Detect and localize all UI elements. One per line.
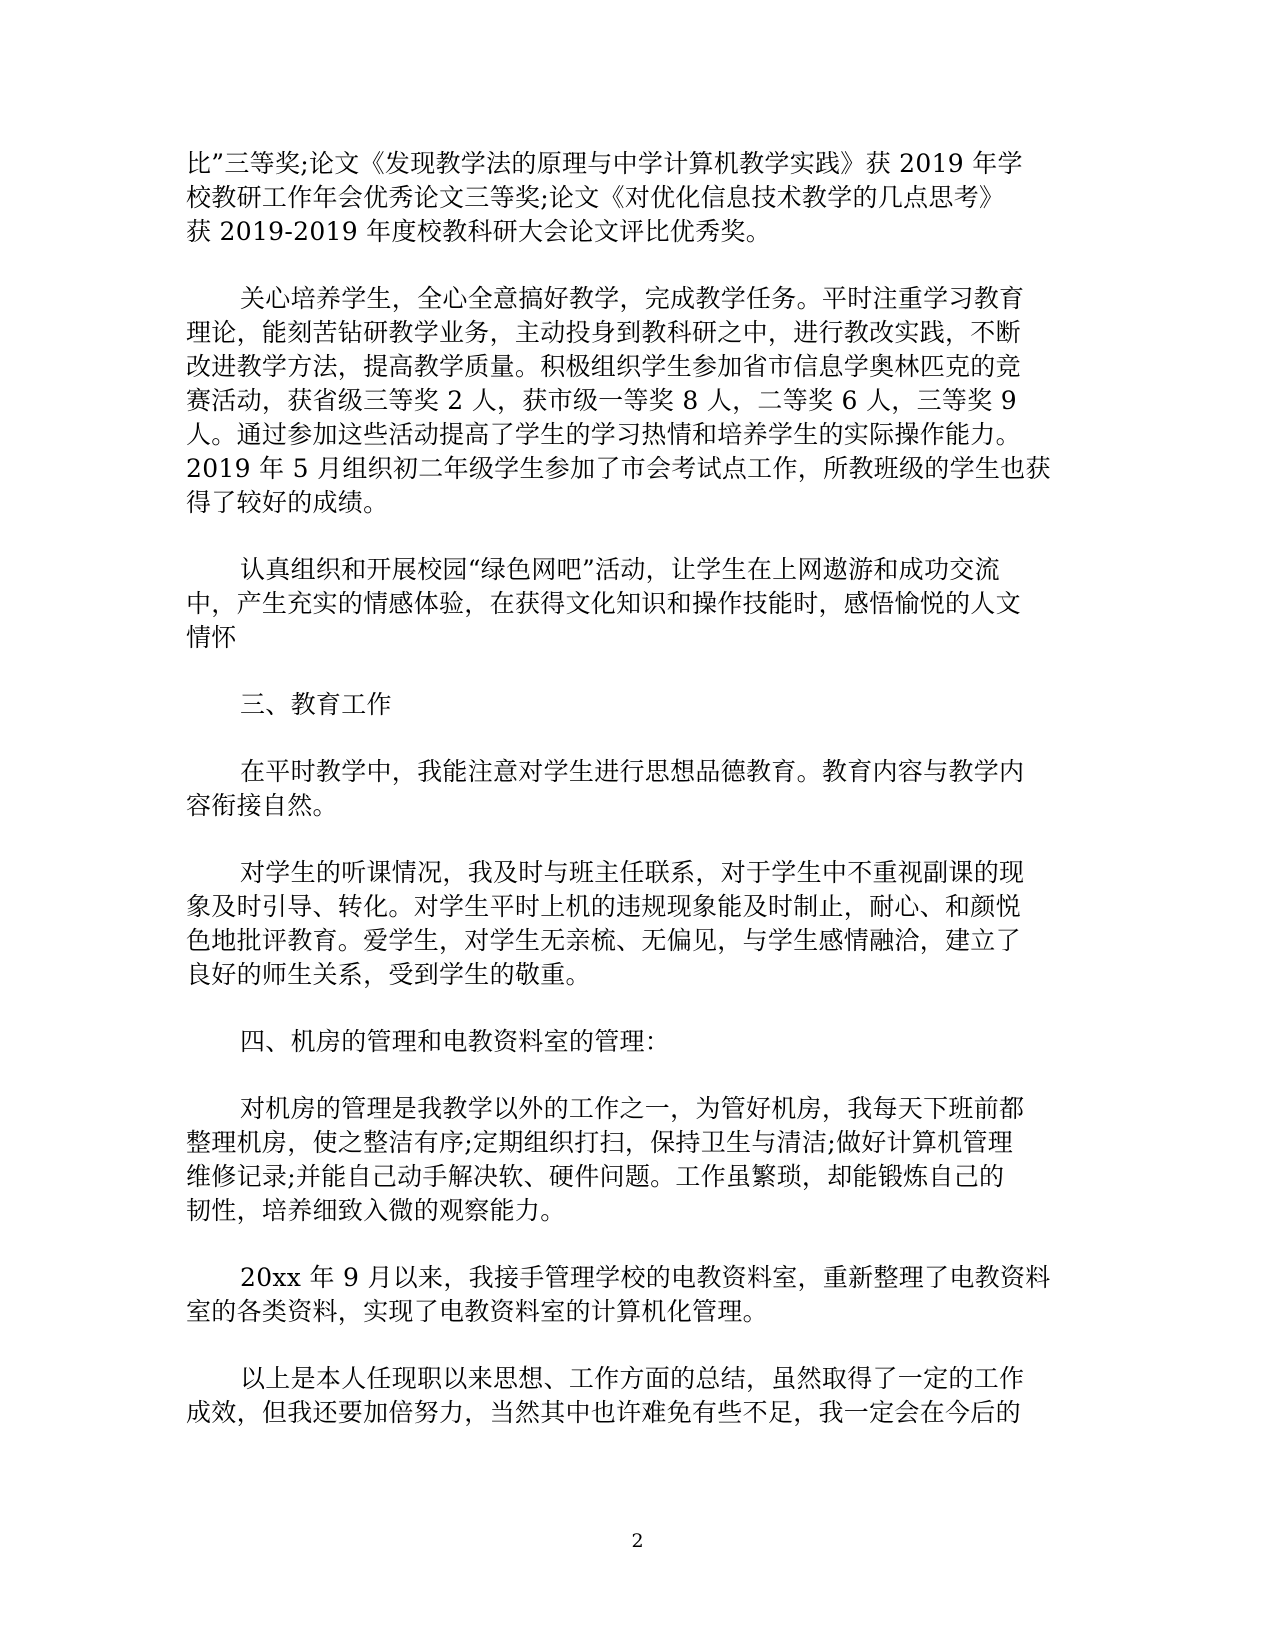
text-line: 获 2019-2019 年度校教科研大会论文评比优秀奖。 [186,217,771,246]
text-line: 韧性，培养细致入微的观察能力。 [186,1196,566,1225]
text-line: 对机房的管理是我教学以外的工作之一，为管好机房，我每天下班前都 [240,1094,1025,1123]
paragraph-spacer [186,655,1086,688]
text-line: 人。通过参加这些活动提高了学生的学习热情和培养学生的实际操作能力。 [186,420,1021,449]
paragraph-spacer [186,1228,1086,1261]
text-line: 四、机房的管理和电教资料室的管理： [240,1027,671,1056]
text-line: 改进教学方法，提高教学质量。积极组织学生参加省市信息学奥林匹克的竞 [186,352,1021,381]
text-line: 关心培养学生，全心全意搞好教学，完成教学任务。平时注重学习教育 [240,284,1025,313]
paragraph-spacer [186,1059,1086,1092]
text-line: 象及时引导、转化。对学生平时上机的违规现象能及时制止，耐心、和颜悦 [186,892,1021,921]
text-line: 容衔接自然。 [186,791,338,820]
text-line: 以上是本人任现职以来思想、工作方面的总结，虽然取得了一定的工作 [240,1364,1025,1393]
paragraph [186,282,1086,520]
text-line: 三、教育工作 [240,690,392,719]
text-line: 良好的师生关系，受到学生的敬重。 [186,960,591,989]
text-line: 在平时教学中，我能注意对学生进行思想品德教育。教育内容与教学内 [240,757,1025,786]
paragraph [186,147,1086,249]
text-line: 对学生的听课情况，我及时与班主任联系，对于学生中不重视副课的现 [240,858,1025,887]
document-body [186,147,1086,1430]
text-line: 室的各类资料，实现了电教资料室的计算机化管理。 [186,1297,768,1326]
text-line: 比”三等奖;论文《发现教学法的原理与中学计算机教学实践》获 2019 年学 [186,149,1023,178]
text-line: 理论，能刻苦钻研教学业务，主动投身到教科研之中，进行教改实践，不断 [186,318,1021,347]
paragraph-spacer [186,823,1086,856]
page-number: 2 [631,1530,644,1552]
paragraph-spacer [186,1329,1086,1362]
text-line: 得了较好的成绩。 [186,488,389,517]
paragraph-spacer [186,520,1086,553]
paragraph-spacer [186,249,1086,282]
text-line: 维修记录;并能自己动手解决软、硬件问题。工作虽繁琐，却能锻炼自己的 [186,1162,1005,1191]
text-line: 校教研工作年会优秀论文三等奖;论文《对优化信息技术教学的几点思考》 [186,183,1005,212]
paragraph [186,1362,1086,1430]
text-line: 中，产生充实的情感体验，在获得文化知识和操作技能时，感悟愉悦的人文 [186,589,1021,618]
text-line: 2019 年 5 月组织初二年级学生参加了市会考试点工作，所教班级的学生也获 [186,454,1051,483]
paragraph [186,1025,1086,1059]
paragraph-spacer [186,992,1086,1025]
paragraph [186,553,1086,655]
paragraph [186,1092,1086,1228]
paragraph [186,755,1086,823]
paragraph [186,688,1086,722]
text-line: 成效，但我还要加倍努力，当然其中也许难免有些不足，我一定会在今后的 [186,1398,1021,1427]
paragraph [186,856,1086,992]
paragraph [186,1261,1086,1329]
text-line: 整理机房，使之整洁有序;定期组织打扫，保持卫生与清洁;做好计算机管理 [186,1128,1014,1157]
text-line: 色地批评教育。爱学生，对学生无亲梳、无偏见，与学生感情融洽，建立了 [186,926,1021,955]
text-line: 认真组织和开展校园“绿色网吧”活动，让学生在上网遨游和成功交流 [240,555,1000,584]
paragraph-spacer [186,722,1086,755]
text-line: 赛活动，获省级三等奖 2 人，获市级一等奖 8 人，二等奖 6 人，三等奖 9 [186,386,1017,415]
text-line: 20xx 年 9 月以来，我接手管理学校的电教资料室，重新整理了电教资料 [240,1263,1051,1292]
text-line: 情怀 [186,623,237,652]
